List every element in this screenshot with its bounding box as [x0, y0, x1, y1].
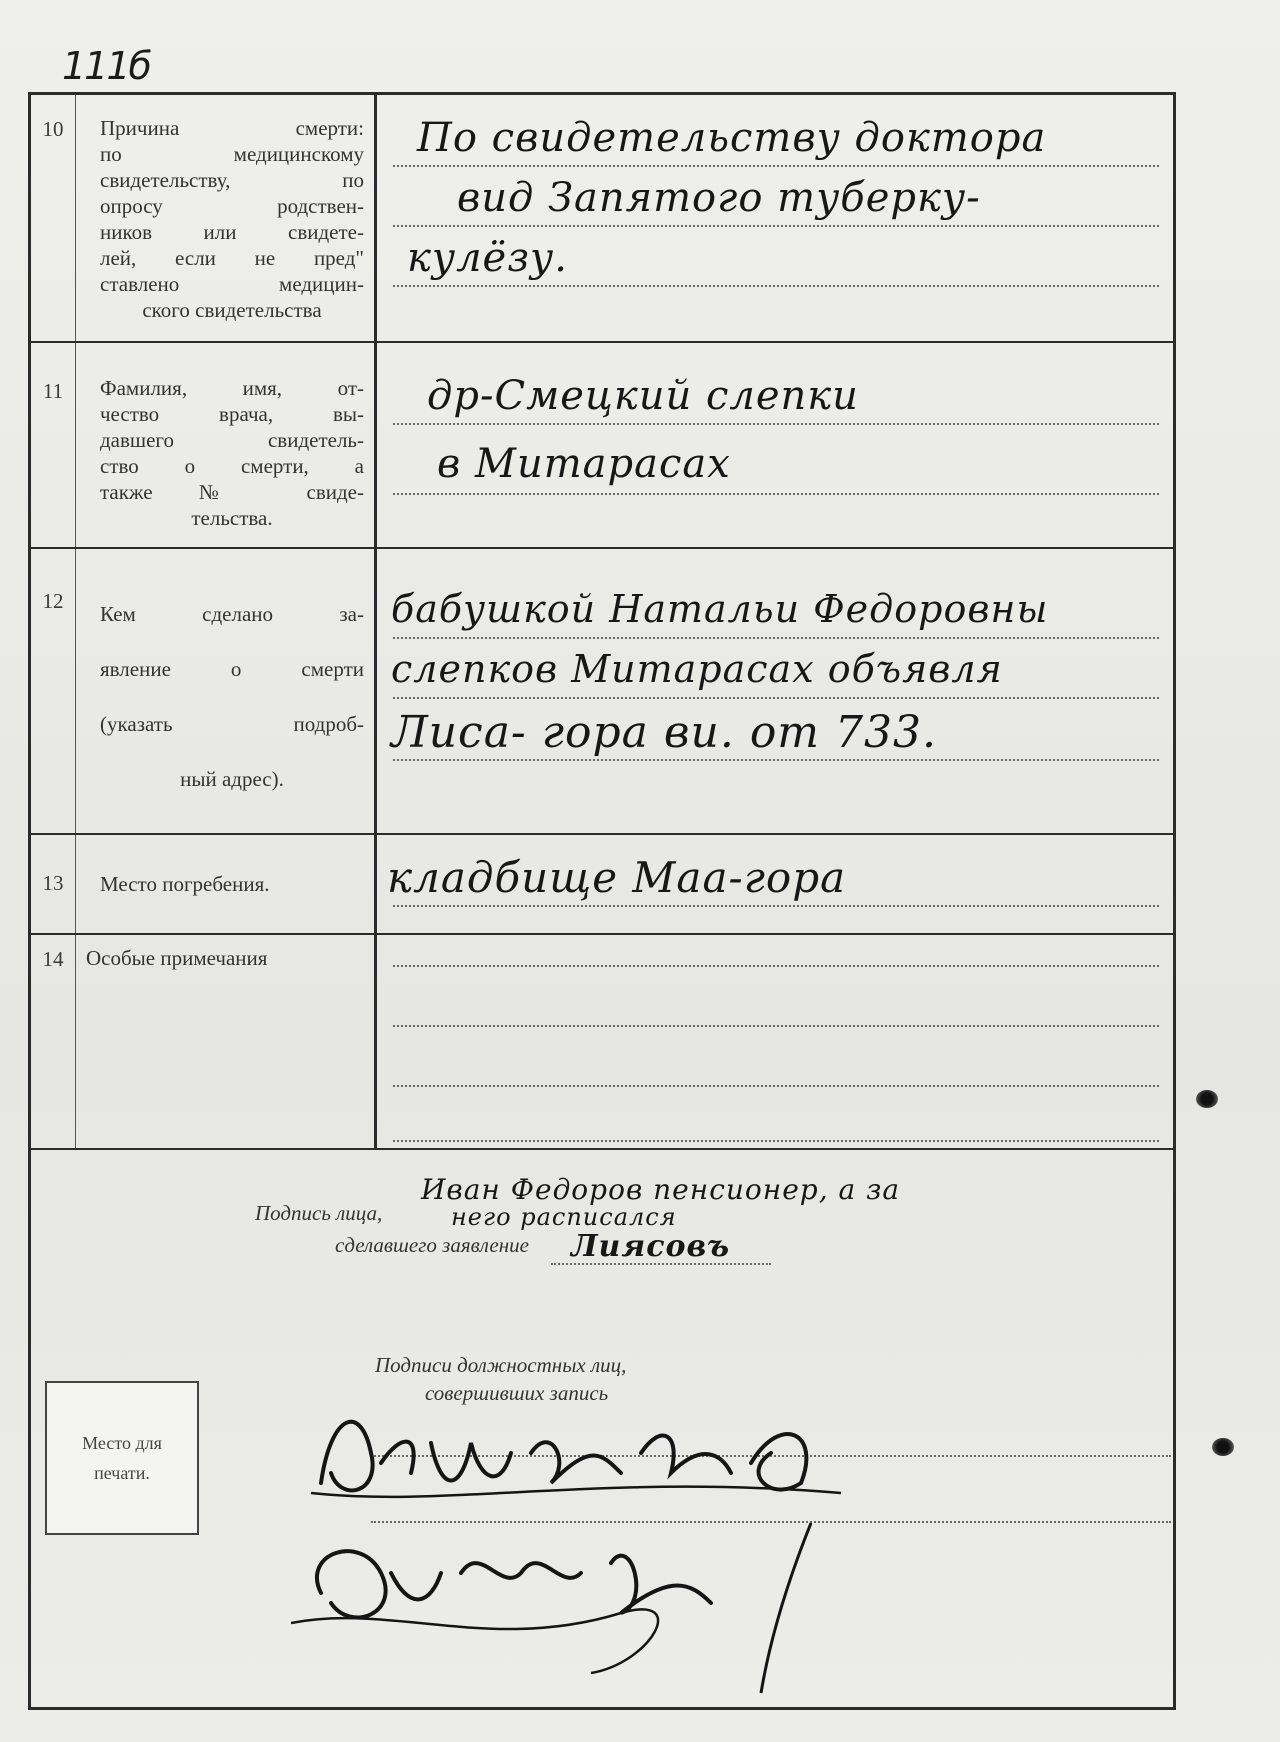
dotted-line: [393, 965, 1159, 967]
label-line: ный адрес).: [180, 767, 284, 791]
label-line: ского свидетельства: [142, 298, 322, 322]
row-cause-of-death: [31, 95, 1173, 343]
row-value: [377, 835, 1173, 933]
official-signature-1: [301, 1393, 861, 1523]
row-label: [75, 935, 377, 1148]
row-value: [377, 343, 1173, 547]
punch-hole: [1196, 1090, 1218, 1108]
stamp-placeholder: [45, 1381, 199, 1535]
dotted-line: [393, 759, 1159, 761]
row-value: [377, 935, 1173, 1148]
row-number: 10: [42, 117, 64, 141]
row-label: [75, 835, 377, 933]
dotted-line: [393, 637, 1159, 639]
handwritten-line: в Митарасах: [437, 441, 731, 487]
dotted-line: [393, 423, 1159, 425]
declarant-signature-label: Подпись лица,: [255, 1201, 383, 1225]
row-doctor: [31, 343, 1173, 549]
death-record-form: [28, 92, 1176, 1710]
label-line: опросу родствен-: [100, 194, 364, 218]
row-declarant: [31, 549, 1173, 835]
official-signature-2: [291, 1513, 891, 1703]
row-value: [377, 95, 1173, 341]
dotted-line: [393, 1085, 1159, 1087]
label-line: Фамилия, имя, от-: [100, 376, 364, 400]
row-number: 12: [42, 589, 64, 613]
declarant-note: Иван Федоров пенсионер, а за: [421, 1173, 901, 1206]
dotted-line: [393, 165, 1159, 167]
handwritten-line: кладбище Маа-гора: [387, 853, 847, 902]
officials-signature-label: совершивших запись: [425, 1381, 609, 1405]
stamp-label: печати.: [94, 1463, 150, 1483]
page-number: 111б: [62, 44, 150, 88]
row-label: [75, 343, 377, 547]
row-burial-place: [31, 835, 1173, 935]
handwritten-line: бабушкой Натальи Федоровны: [391, 587, 1049, 631]
label-line: также № свиде-: [100, 480, 364, 504]
label-line: Причина смерти:: [100, 116, 364, 140]
row-label: [75, 95, 377, 341]
declarant-note: него расписался: [451, 1203, 677, 1231]
handwritten-line: По свидетельству доктора: [417, 115, 1047, 161]
label-line: ставлено медицин-: [100, 272, 364, 296]
dotted-line: [393, 493, 1159, 495]
label-line: свидетельству, по: [100, 168, 364, 192]
label-line: ство о смерти, а: [100, 454, 364, 478]
label-line: ников или свидете-: [100, 220, 364, 244]
label-line: лей, если не пред": [100, 246, 364, 270]
officials-signature-label: Подписи должностных лиц,: [375, 1353, 627, 1377]
declarant-signature-label: сделавшего заявление: [335, 1233, 529, 1257]
label-line: давшего свидетель-: [100, 428, 364, 452]
declarant-signature: Лиясовъ: [571, 1229, 731, 1264]
label-line: Место погребения.: [100, 872, 270, 896]
label-line: Кем сделано за-: [100, 602, 364, 626]
handwritten-line: вид Запятого туберку-: [457, 175, 981, 221]
dotted-line: [393, 697, 1159, 699]
dotted-line: [393, 1140, 1159, 1142]
dotted-line: [393, 905, 1159, 907]
label-line: чество врача, вы-: [100, 402, 364, 426]
row-number: 14: [42, 947, 64, 971]
handwritten-line: Лиса- гора ви. от 733.: [391, 707, 937, 758]
signature-dotted-line: [551, 1263, 771, 1265]
row-value: [377, 549, 1173, 833]
label-line: (указать подроб-: [100, 712, 364, 736]
handwritten-line: кулёзу.: [407, 235, 568, 281]
handwritten-line: др-Смецкий слепки: [427, 373, 859, 419]
stamp-label: Место для: [82, 1433, 162, 1453]
handwritten-line: слепков Митарасах объявля: [391, 647, 1003, 691]
signature-section: [31, 1153, 1173, 1708]
punch-hole: [1212, 1438, 1234, 1456]
dotted-line: [393, 285, 1159, 287]
dotted-line: [393, 225, 1159, 227]
dotted-line: [393, 1025, 1159, 1027]
row-label: [75, 549, 377, 833]
label-line: тельства.: [191, 506, 273, 530]
row-number: 11: [42, 379, 64, 403]
label-line: Особые примечания: [86, 946, 268, 970]
label-line: явление о смерти: [100, 657, 364, 681]
row-number: 13: [42, 871, 64, 895]
label-line: по медицинскому: [100, 142, 364, 166]
row-special-notes: [31, 935, 1173, 1150]
